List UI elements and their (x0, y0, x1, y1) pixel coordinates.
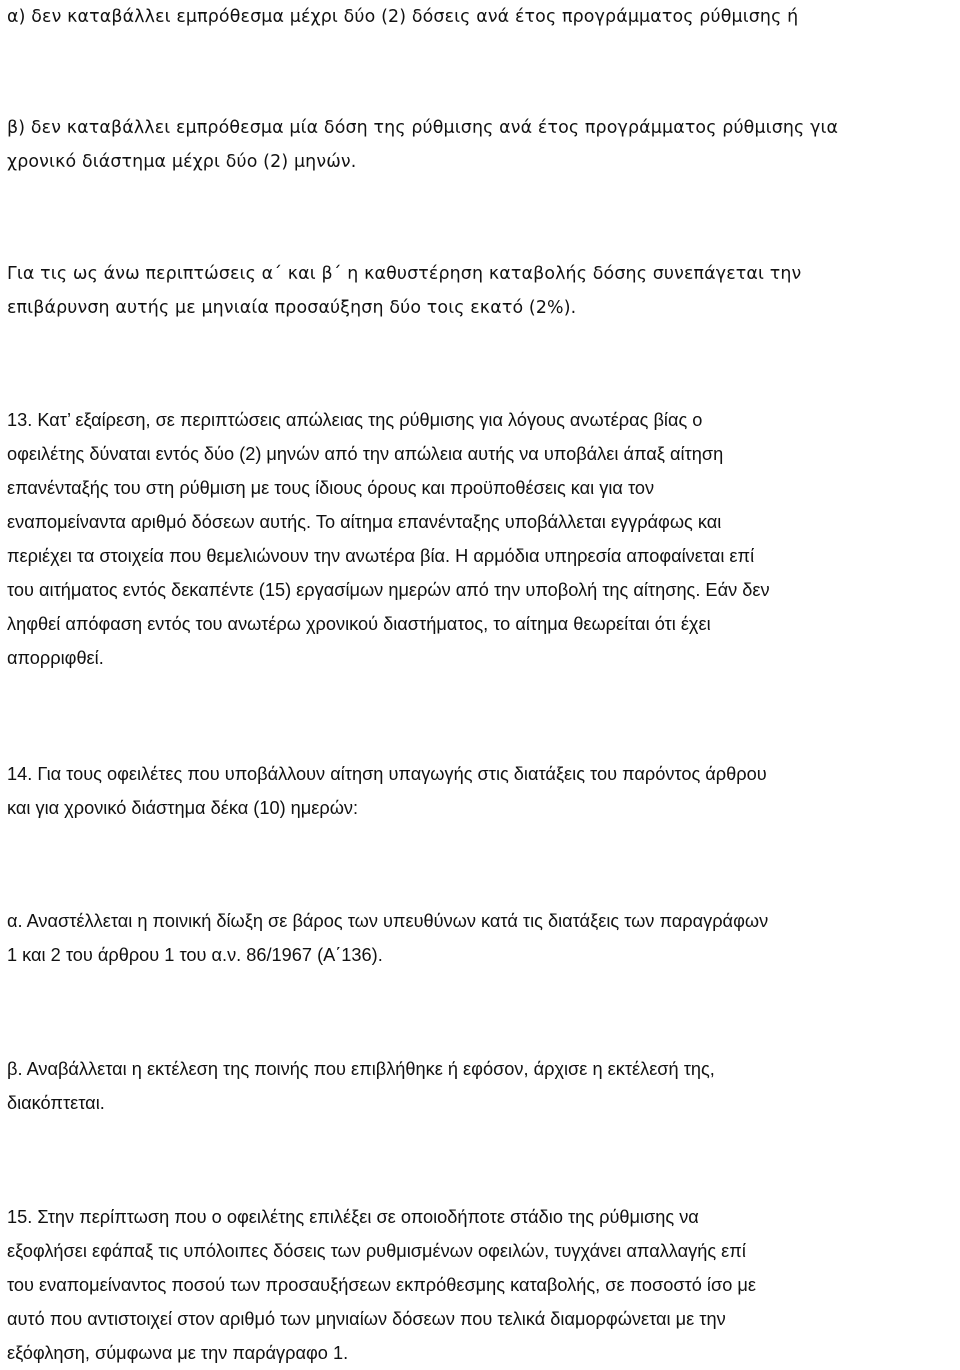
paragraph-14b (7, 1052, 950, 1120)
paragraph-15 (7, 1200, 950, 1370)
text-line: απορριφθεί. (7, 648, 104, 668)
text-line: περιέχει τα στοιχεία που θεμελιώνουν την ανωτέρα βία. Η αρμόδια υπηρεσία αποφαίνεται επί (7, 546, 755, 566)
text-line: β. Αναβάλλεται η εκτέλεση της ποινής που επιβλήθηκε ή εφόσον, άρχισε η εκτέλεσή της, (7, 1059, 715, 1079)
text-line: 14. Για τους οφειλέτες που υποβάλλουν αίτηση υπαγωγής στις διατάξεις του παρόντος άρθρου (7, 764, 767, 784)
text-line: του αιτήματος εντός δεκαπέντε (15) εργασίμων ημερών από την υποβολή της αίτησης. Εάν δεν (7, 580, 770, 600)
text-line: ληφθεί απόφαση εντός του ανωτέρω χρονικού διαστήματος, το αίτημα θεωρείται ότι έχει (7, 614, 711, 634)
text-line: 15. Στην περίπτωση που ο οφειλέτης επιλέξει σε οποιοδήποτε στάδιο της ρύθμισης να (7, 1207, 699, 1227)
text-line: β) δεν καταβάλλει εμπρόθεσμα μία δόση της ρύθμισης ανά έτος προγράμματος ρύθμισης για (7, 118, 839, 138)
text-line: Για τις ως άνω περιπτώσεις α΄ και β΄ η καθυστέρηση καταβολής δόσης συνεπάγεται την (7, 264, 802, 284)
text-line: του εναπομείναντος ποσού των προσαυξήσεων εκπρόθεσμης καταβολής, σε ποσοστό ίσο με (7, 1275, 756, 1295)
text-line: διακόπτεται. (7, 1093, 105, 1113)
text-line: επανένταξής του στη ρύθμιση με τους ίδιους όρους και προϋποθέσεις και για τον (7, 478, 655, 498)
text-line: 13. Κατ’ εξαίρεση, σε περιπτώσεις απώλειας της ρύθμισης για λόγους ανωτέρας βίας ο (7, 410, 703, 430)
text-line: εναπομείναντα αριθμό δόσεων αυτής. Το αίτημα επανένταξης υποβάλλεται εγγράφως και (7, 512, 722, 532)
text-line: α) δεν καταβάλλει εμπρόθεσμα μέχρι δύο (2) δόσεις ανά έτος προγράμματος ρύθμισης ή (7, 7, 799, 27)
text-line: 1 και 2 του άρθρου 1 του α.ν. 86/1967 (Α΄136). (7, 945, 383, 965)
paragraph-case-a (7, 0, 950, 34)
text-line: οφειλέτης δύναται εντός δύο (2) μηνών από την απώλεια αυτής να υποβάλει άπαξ αίτηση (7, 444, 724, 464)
paragraph-14a (7, 904, 950, 972)
text-line: επιβάρυνση αυτής με μηνιαία προσαύξηση δύο τοις εκατό (2%). (7, 298, 577, 318)
text-line: αυτό που αντιστοιχεί στον αριθμό των μηνιαίων δόσεων που τελικά διαμορφώνεται με την (7, 1309, 726, 1329)
paragraph-13 (7, 403, 950, 675)
text-line: εξοφλήσει εφάπαξ τις υπόλοιπες δόσεις των ρυθμισμένων οφειλών, τυγχάνει απαλλαγής επί (7, 1241, 746, 1261)
paragraph-14 (7, 757, 950, 825)
paragraph-surcharge (7, 257, 950, 325)
text-line: χρονικό διάστημα μέχρι δύο (2) μηνών. (7, 152, 357, 172)
text-line: α. Αναστέλλεται η ποινική δίωξη σε βάρος των υπευθύνων κατά τις διατάξεις των παραγράφων (7, 911, 769, 931)
paragraph-case-b (7, 111, 950, 179)
text-line: εξόφληση, σύμφωνα με την παράγραφο 1. (7, 1343, 349, 1363)
text-line: και για χρονικό διάστημα δέκα (10) ημερών: (7, 798, 359, 818)
